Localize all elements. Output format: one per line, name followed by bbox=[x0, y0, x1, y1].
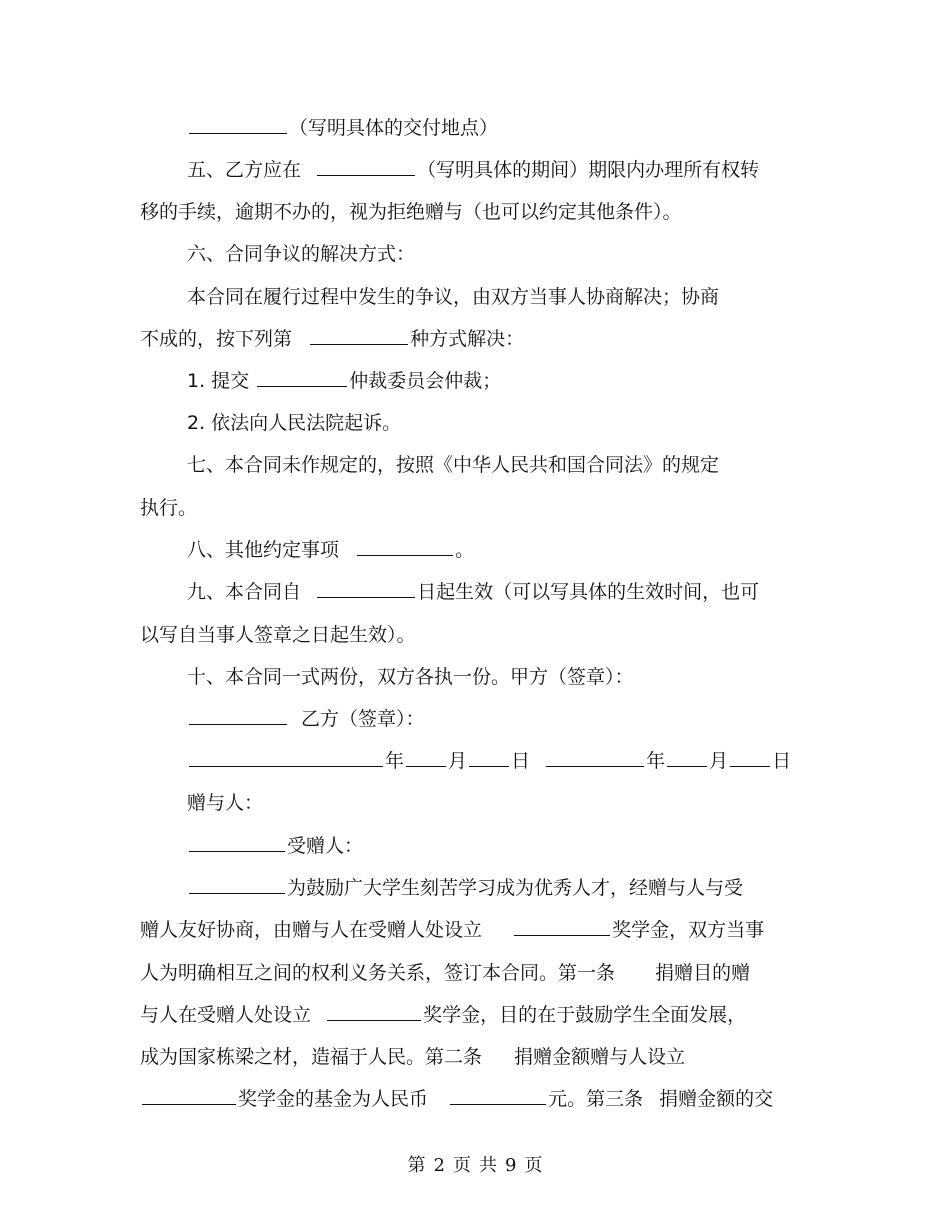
date-label: 年 bbox=[385, 750, 405, 772]
line-text: 不成的，按下列第 bbox=[140, 328, 293, 350]
line-text: 十、本合同一式两份，双方各执一份。甲方（签章）： bbox=[187, 666, 634, 688]
text-line bbox=[0, 867, 950, 909]
line-text: 以写自当事人签章之日起生效）。 bbox=[140, 624, 416, 646]
line-text: 移的手续，逾期不办的，视为拒绝赠与（也可以约定其他条件）。 bbox=[140, 201, 682, 223]
line-text: 奖学金，目的在于鼓励学生全面发展， bbox=[423, 1004, 747, 1026]
line-text: 五、乙方应在 bbox=[187, 159, 302, 181]
text-line bbox=[0, 656, 950, 698]
line-text: 奖学金，双方当事 bbox=[612, 919, 765, 941]
total-pages-number: 9 bbox=[505, 1155, 517, 1176]
fill-blank bbox=[317, 153, 415, 176]
year-blank bbox=[546, 744, 644, 767]
fill-blank bbox=[317, 575, 415, 598]
text-line bbox=[0, 487, 950, 529]
footer-page-label: 页 bbox=[453, 1155, 471, 1176]
list-item-text: 仲裁委员会仲裁； bbox=[349, 370, 502, 392]
line-text: 执行。 bbox=[140, 497, 198, 519]
line-text: 捐赠金额赠与人设立 bbox=[514, 1046, 686, 1068]
text-line bbox=[0, 614, 950, 656]
list-item-text: 1. 提交 bbox=[187, 370, 250, 392]
fill-blank bbox=[327, 998, 421, 1021]
line-text: 成为国家栋梁之材，造福于人民。第二条 bbox=[140, 1046, 483, 1068]
line-text: 种方式解决： bbox=[410, 328, 525, 350]
text-line bbox=[0, 909, 950, 951]
footer-suffix: 页 bbox=[524, 1155, 543, 1176]
line-text: （写明具体的交付地点） bbox=[289, 117, 499, 139]
day-blank bbox=[730, 744, 770, 767]
month-blank bbox=[667, 744, 707, 767]
date-label: 年 bbox=[646, 750, 666, 772]
text-line bbox=[0, 825, 950, 867]
footer-total-label: 共 bbox=[479, 1155, 497, 1176]
list-item-text: 2. 依法向人民法院起诉。 bbox=[187, 412, 402, 434]
line-text: 捐赠目的赠 bbox=[655, 962, 751, 984]
line-text: （写明具体的期间）期限内办理所有权转 bbox=[417, 159, 760, 181]
page-footer bbox=[0, 1146, 950, 1186]
text-line bbox=[0, 994, 950, 1036]
fill-blank bbox=[450, 1082, 546, 1105]
date-label: 日 bbox=[511, 750, 531, 772]
date-label: 月 bbox=[709, 750, 729, 772]
text-line bbox=[0, 191, 950, 233]
line-text: 八、其他约定事项 bbox=[187, 539, 340, 561]
line-text: 日起生效（可以写具体的生效时间，也可 bbox=[417, 581, 760, 603]
fill-blank bbox=[514, 913, 610, 936]
current-page-number: 2 bbox=[433, 1155, 445, 1176]
fill-blank bbox=[257, 364, 347, 387]
text-line bbox=[0, 318, 950, 360]
line-text: 为鼓励广大学生刻苦学习成为优秀人才，经赠与人与受 bbox=[287, 877, 744, 899]
text-line bbox=[0, 529, 950, 571]
text-line bbox=[0, 233, 950, 275]
date-line bbox=[0, 740, 950, 782]
text-line bbox=[0, 1036, 950, 1078]
line-text: 捐赠金额的交 bbox=[659, 1088, 774, 1110]
line-text: 奖学金的基金为人民币 bbox=[238, 1088, 429, 1110]
text-line bbox=[0, 402, 950, 444]
line-text: 七、本合同未作规定的，按照《中华人民共和国合同法》的规定 bbox=[187, 454, 720, 476]
section-heading: 六、合同争议的解决方式： bbox=[187, 243, 416, 265]
text-line bbox=[0, 1078, 950, 1120]
text-line bbox=[0, 571, 950, 613]
fill-blank bbox=[189, 111, 287, 134]
fill-blank bbox=[142, 1082, 236, 1105]
footer-prefix: 第 bbox=[407, 1155, 426, 1176]
line-text: 人为明确相互之间的权利义务关系，签订本合同。第一条 bbox=[140, 962, 616, 984]
line-text: 九、本合同自 bbox=[187, 581, 302, 603]
fill-blank bbox=[357, 533, 453, 556]
line-text: 本合同在履行过程中发生的争议，由双方当事人协商解决；协商 bbox=[187, 286, 720, 308]
line-text: 。 bbox=[455, 539, 475, 561]
fill-blank bbox=[189, 829, 285, 852]
date-label: 日 bbox=[772, 750, 792, 772]
line-text: 赠人友好协商，由赠与人在受赠人处设立 bbox=[140, 919, 483, 941]
line-text: 与人在受赠人处设立 bbox=[140, 1004, 312, 1026]
month-blank bbox=[406, 744, 446, 767]
donor-label: 赠与人： bbox=[187, 792, 264, 814]
year-blank bbox=[189, 744, 383, 767]
fill-blank bbox=[310, 322, 408, 345]
text-line bbox=[0, 360, 950, 402]
fill-blank bbox=[189, 871, 285, 894]
text-line bbox=[0, 149, 950, 191]
text-line bbox=[0, 276, 950, 318]
text-line bbox=[0, 698, 950, 740]
line-text: 元。第三条 bbox=[548, 1088, 644, 1110]
text-line bbox=[0, 107, 950, 149]
line-text: 乙方（签章）： bbox=[301, 708, 425, 730]
text-line bbox=[0, 444, 950, 486]
signature-blank bbox=[189, 702, 287, 725]
day-blank bbox=[469, 744, 509, 767]
text-line bbox=[0, 782, 950, 824]
recipient-label: 受赠人： bbox=[287, 835, 364, 857]
text-line bbox=[0, 952, 950, 994]
date-label: 月 bbox=[448, 750, 468, 772]
